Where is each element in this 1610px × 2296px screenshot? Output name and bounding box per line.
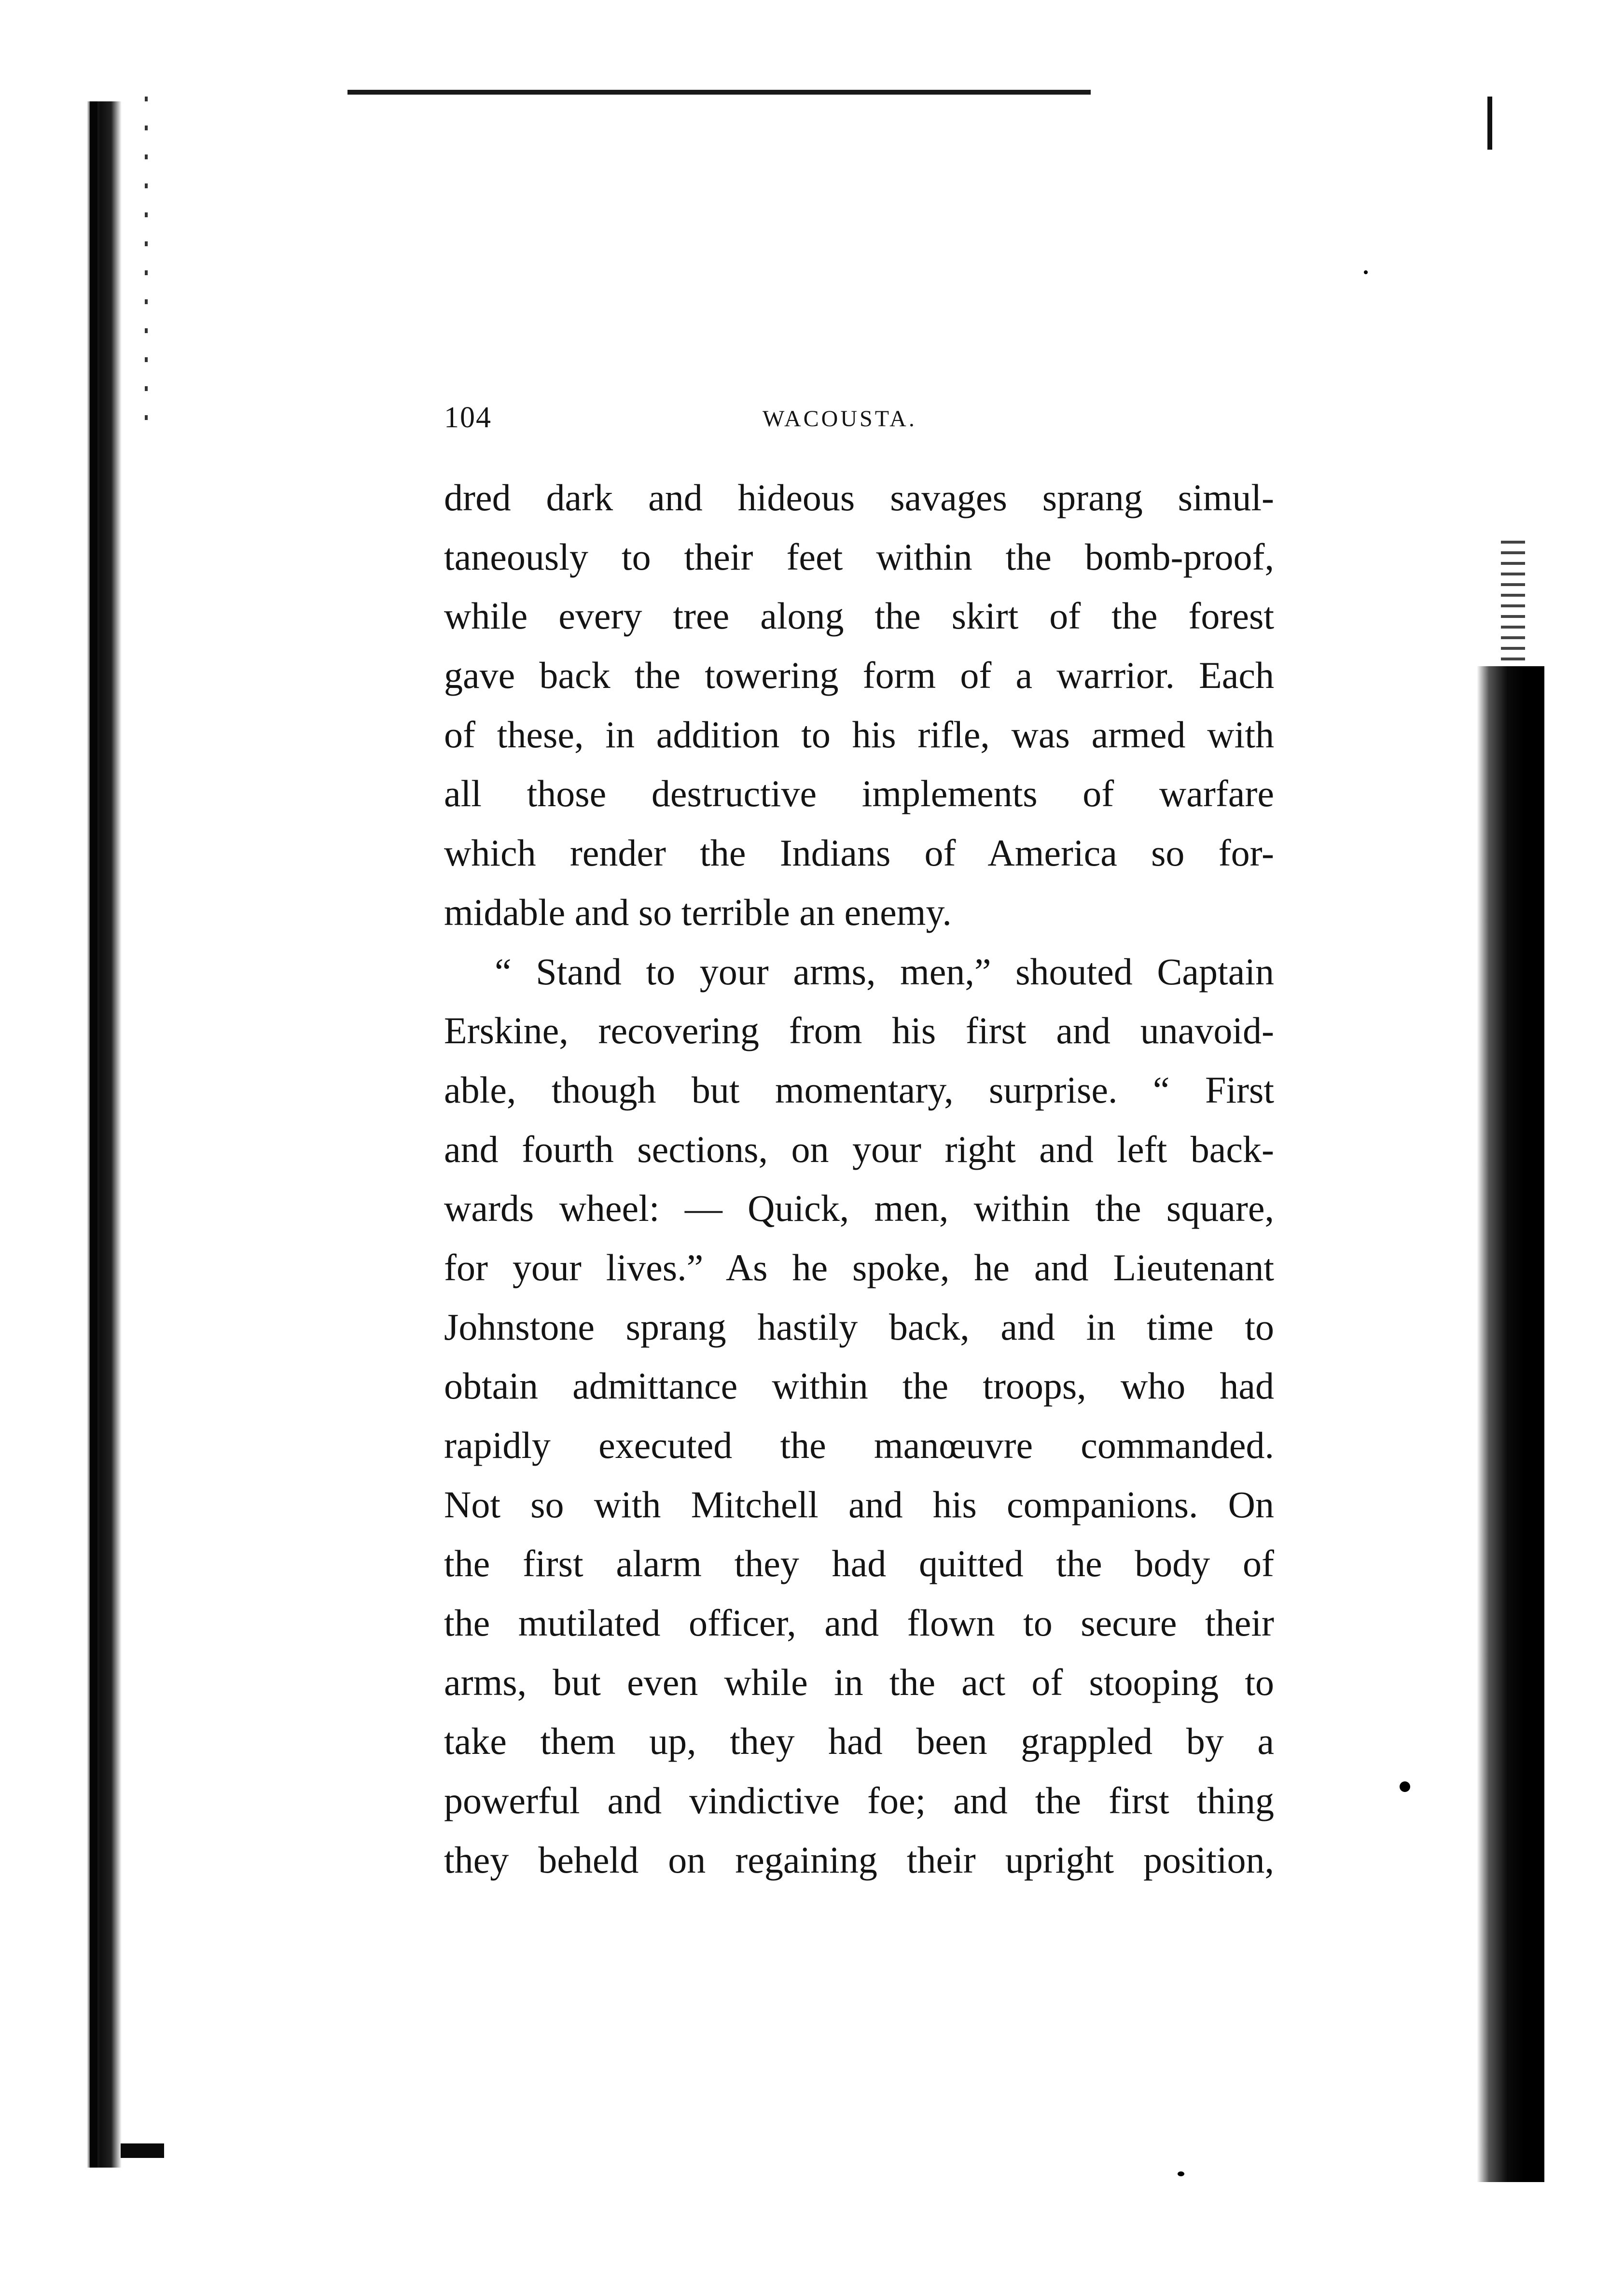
- scan-tick-top-right: [1487, 97, 1492, 150]
- text-line: take them up, they had been grappled by a: [444, 1720, 1274, 1763]
- text-line: dred dark and hideous savages sprang simul-: [444, 476, 1274, 518]
- text-line: they beheld on regaining their upright position,: [444, 1838, 1274, 1881]
- text-line: arms, but even while in the act of stooping to: [444, 1661, 1274, 1703]
- text-line: Johnstone sprang hastily back, and in time to: [444, 1305, 1274, 1348]
- text-line: all those destructive implements of warfare: [444, 772, 1274, 815]
- text-line: obtain admittance within the troops, who had: [444, 1365, 1274, 1407]
- text-line: of these, in addition to his rifle, was armed with: [444, 713, 1274, 756]
- text-line: for your lives.” As he spoke, he and Lieutenant: [444, 1246, 1274, 1288]
- scan-edge-specks-right: [1501, 541, 1525, 666]
- text-line: able, though but momentary, surprise. “ First: [444, 1068, 1274, 1111]
- body-text: [444, 468, 1274, 1890]
- text-line: Not so with Mitchell and his companions. On: [444, 1483, 1274, 1526]
- top-rule: [347, 90, 1091, 95]
- text-line: taneously to their feet within the bomb-proof,: [444, 535, 1274, 578]
- text-line: which render the Indians of America so for-: [444, 832, 1274, 874]
- text-line: midable and so terrible an enemy.: [444, 891, 952, 933]
- text-line: while every tree along the skirt of the forest: [444, 595, 1274, 637]
- running-head: WACOUSTA.: [763, 406, 917, 432]
- scan-edge-shadow-right: [1477, 666, 1544, 2182]
- text-line: Erskine, recovering from his first and unavoid-: [444, 1009, 1274, 1052]
- text-line: the mutilated officer, and flown to secure their: [444, 1602, 1274, 1644]
- text-line: wards wheel: — Quick, men, within the square,: [444, 1187, 1274, 1230]
- page-number: 104: [444, 401, 492, 434]
- text-line: “ Stand to your arms, men,” shouted Captain: [495, 950, 1274, 993]
- scan-specks-left: [145, 97, 148, 434]
- text-line: and fourth sections, on your right and left back-: [444, 1128, 1274, 1170]
- scan-dot: [1178, 2171, 1184, 2176]
- text-line: powerful and vindictive foe; and the first thing: [444, 1779, 1274, 1822]
- scan-dot: [1364, 270, 1368, 274]
- scan-artifact-foot: [121, 2143, 164, 2158]
- scan-dot: [1400, 1781, 1410, 1792]
- page-header: [444, 396, 1274, 439]
- text-line: rapidly executed the manœuvre commanded.: [444, 1424, 1274, 1466]
- text-line: gave back the towering form of a warrior. Each: [444, 654, 1274, 697]
- text-line: the first alarm they had quitted the body of: [444, 1542, 1274, 1585]
- scan-gutter-line-left: [90, 101, 97, 2168]
